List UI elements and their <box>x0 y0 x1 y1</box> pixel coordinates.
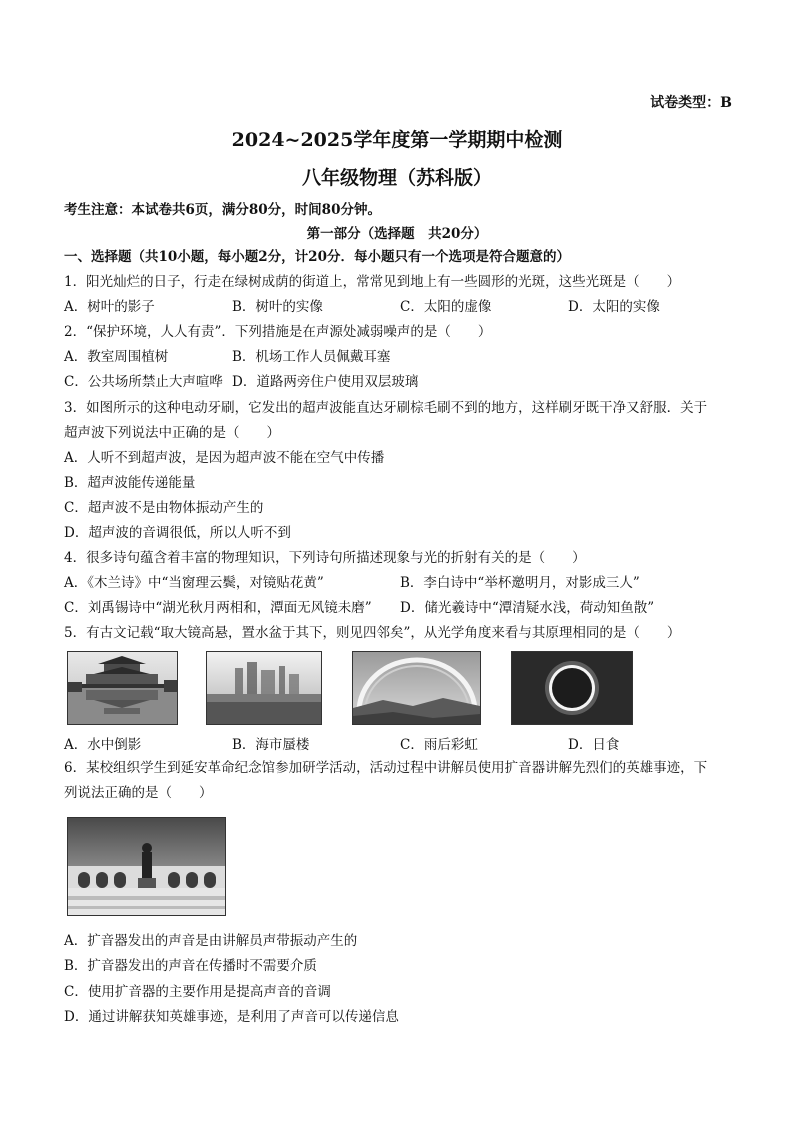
mirage-photo <box>206 651 322 725</box>
memorial-photo <box>67 817 226 916</box>
q6-option-c: C．使用扩音器的主要作用是提高声音的音调 <box>64 984 331 1000</box>
q6-option-a: A．扩音器发出的声音是由讲解员声带振动产生的 <box>64 933 358 949</box>
q5-option-c: C．雨后彩虹 <box>400 737 478 753</box>
part1-heading: 第一部分（选择题 共20分） <box>306 226 488 242</box>
q5-option-d: D．日食 <box>568 737 620 753</box>
q1-option-a: A．树叶的影子 <box>64 299 155 315</box>
rainbow-photo <box>352 651 481 725</box>
q3-option-b: B．超声波能传递能量 <box>64 475 196 491</box>
q1-option-b: B．树叶的实像 <box>232 299 323 315</box>
q6-option-b: B．扩音器发出的声音在传播时不需要介质 <box>64 958 317 974</box>
q3-option-d: D．超声波的音调很低，所以人听不到 <box>64 525 291 541</box>
q5-option-b: B．海市蜃楼 <box>232 737 310 753</box>
q2-option-a: A．教室周围植树 <box>64 349 169 365</box>
exam-title: 2024~2025学年度第一学期期中检测 <box>231 129 563 151</box>
q2-option-c: C．公共场所禁止大声喧哗 <box>64 374 223 390</box>
q5-stem: 5．有古文记载“取大镜高悬，置水盆于其下，则见四邻矣”，从光学角度来看与其原理相同的是（ ） <box>64 625 681 641</box>
exam-notice: 考生注意：本试卷共6页，满分80分，时间80分钟。 <box>64 202 381 218</box>
section-heading: 一、选择题（共10小题，每小题2分，计20分．每小题只有一个选项是符合题意的） <box>64 249 570 265</box>
q6-option-d: D．通过讲解获知英雄事迹，是利用了声音可以传递信息 <box>64 1009 399 1025</box>
q3-option-c: C．超声波不是由物体振动产生的 <box>64 500 264 516</box>
q4-option-c: C．刘禹锡诗中“湖光秋月两相和，潭面无风镜未磨” <box>64 600 372 616</box>
q4-option-b: B．李白诗中“举杯邀明月，对影成三人” <box>400 575 640 591</box>
q3-stem-line2: 超声波下列说法中正确的是（ ） <box>64 425 280 441</box>
q3-option-a: A．人听不到超声波，是因为超声波不能在空气中传播 <box>64 450 385 466</box>
q5-option-a: A．水中倒影 <box>64 737 142 753</box>
q3-stem-line1: 3．如图所示的这种电动牙刷，它发出的超声波能直达牙刷棕毛刷不到的地方，这样刷牙既干净又舒服．关于 <box>64 400 708 416</box>
q2-option-d: D．道路两旁住户使用双层玻璃 <box>232 374 419 390</box>
q4-stem: 4．很多诗句蕴含着丰富的物理知识，下列诗句所描述现象与光的折射有关的是（ ） <box>64 550 586 566</box>
q1-option-c: C．太阳的虚像 <box>400 299 492 315</box>
q2-stem: 2．“保护环境，人人有责”．下列措施是在声源处减弱噪声的是（ ） <box>64 324 492 340</box>
eclipse-photo <box>511 651 633 725</box>
reflection-photo <box>67 651 178 725</box>
paper-type: 试卷类型：B <box>650 95 732 111</box>
q6-stem-line1: 6．某校组织学生到延安革命纪念馆参加研学活动，活动过程中讲解员使用扩音器讲解先烈们的英雄事迹，下 <box>64 760 708 776</box>
q1-stem: 1．阳光灿烂的日子，行走在绿树成荫的街道上，常常见到地上有一些圆形的光斑，这些光斑是（ ） <box>64 274 681 290</box>
q1-option-d: D．太阳的实像 <box>568 299 660 315</box>
q4-option-a: A．《木兰诗》中“当窗理云鬓，对镜贴花黄” <box>64 575 324 591</box>
exam-subtitle: 八年级物理（苏科版） <box>301 167 492 189</box>
q2-option-b: B．机场工作人员佩戴耳塞 <box>232 349 391 365</box>
q4-option-d: D．储光羲诗中“潭清疑水浅，荷动知鱼散” <box>400 600 655 616</box>
q6-stem-line2: 列说法正确的是（ ） <box>64 785 213 801</box>
